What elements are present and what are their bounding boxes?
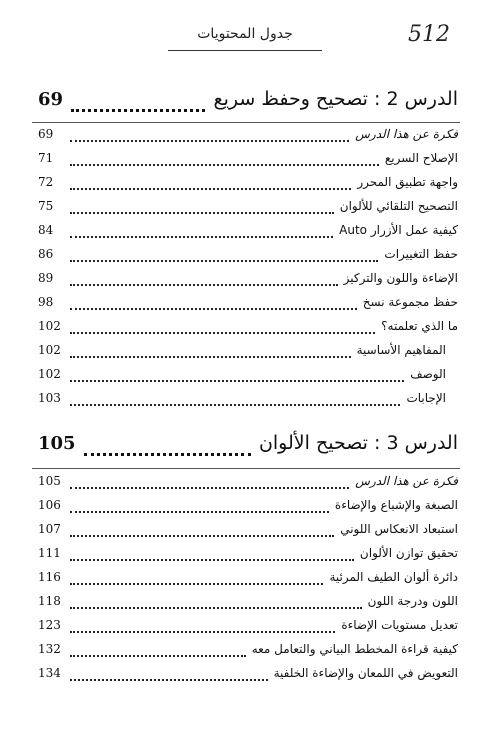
entry-page: 98 <box>38 295 54 309</box>
page-number: 512 <box>408 22 450 47</box>
entry-page: 86 <box>38 247 54 261</box>
entry-label: كيفية عمل الأزرار Auto <box>339 223 458 237</box>
entry-label: فكرة عن هذا الدرس <box>355 474 458 488</box>
leader-dots <box>70 188 351 190</box>
toc-entry[interactable] <box>38 151 458 171</box>
leader-dots <box>70 607 362 609</box>
entry-label: حفظ التغييرات <box>384 247 458 261</box>
entry-page: 118 <box>38 594 61 608</box>
leader-dots <box>70 404 400 406</box>
running-title: جدول المحتويات <box>197 26 293 42</box>
entry-label: فكرة عن هذا الدرس <box>355 127 458 141</box>
leader-dots <box>70 655 246 657</box>
leader-dots <box>70 260 378 262</box>
lesson-page-number: 69 <box>38 89 64 110</box>
leader-dots <box>70 583 323 585</box>
leader-dots <box>71 109 205 112</box>
entry-label: استبعاد الانعكاس اللوني <box>340 522 458 536</box>
toc-entry[interactable] <box>38 594 458 614</box>
leader-dots <box>70 308 357 310</box>
lesson-2-heading[interactable] <box>38 88 458 120</box>
toc-entry[interactable] <box>38 319 458 339</box>
entry-page: 111 <box>38 546 61 560</box>
toc-entry[interactable] <box>38 295 458 315</box>
entry-label: واجهة تطبيق المحرر <box>357 175 458 189</box>
toc-entry[interactable] <box>38 666 458 686</box>
entry-label: تعديل مستويات الإضاءة <box>341 618 458 632</box>
toc-entry[interactable] <box>38 367 458 387</box>
leader-dots <box>70 164 379 166</box>
leader-dots <box>70 559 354 561</box>
leader-dots <box>70 332 375 334</box>
entry-label: الإصلاح السريع <box>384 151 458 165</box>
entry-label: الوصف <box>410 367 446 381</box>
entry-page: 107 <box>38 522 61 536</box>
entry-label: دائرة ألوان الطيف المرئية <box>329 570 458 584</box>
toc-entry[interactable] <box>38 343 458 363</box>
entry-page: 116 <box>38 570 61 584</box>
leader-dots <box>84 453 251 456</box>
entry-page: 69 <box>38 127 54 141</box>
leader-dots <box>70 535 334 537</box>
lesson-page-number: 105 <box>38 433 76 454</box>
entry-label: حفظ مجموعة نسخ <box>362 295 458 309</box>
entry-label: الإضاءة واللون والتركيز <box>343 271 458 285</box>
entry-page: 89 <box>38 271 54 285</box>
toc-entry[interactable] <box>38 223 458 243</box>
leader-dots <box>70 631 335 633</box>
header-rule <box>168 50 322 51</box>
entry-page: 72 <box>38 175 54 189</box>
toc-entry[interactable] <box>38 546 458 566</box>
leader-dots <box>70 284 338 286</box>
toc-entry[interactable] <box>38 247 458 267</box>
toc-entry[interactable] <box>38 127 458 147</box>
lesson-title: الدرس 2 : تصحيح وحفظ سريع <box>213 88 458 110</box>
entry-page: 106 <box>38 498 61 512</box>
leader-dots <box>70 511 329 513</box>
page-header <box>0 22 500 62</box>
leader-dots <box>70 140 349 142</box>
leader-dots <box>70 212 334 214</box>
toc-entry[interactable] <box>38 199 458 219</box>
section-divider <box>32 468 460 469</box>
toc-entry[interactable] <box>38 642 458 662</box>
entry-page: 132 <box>38 642 61 656</box>
toc-entry[interactable] <box>38 522 458 542</box>
leader-dots <box>70 487 349 489</box>
lesson-3-heading[interactable] <box>38 432 458 464</box>
entry-label: تحقيق توازن الألوان <box>359 546 458 560</box>
entry-page: 123 <box>38 618 61 632</box>
leader-dots <box>70 356 351 358</box>
lesson-title: الدرس 3 : تصحيح الألوان <box>258 432 458 454</box>
toc-entry[interactable] <box>38 474 458 494</box>
entry-page: 84 <box>38 223 54 237</box>
entry-label: كيفية قراءة المخطط البياني والتعامل معه <box>251 642 458 656</box>
toc-entry[interactable] <box>38 391 458 411</box>
entry-label: المفاهيم الأساسية <box>356 343 446 357</box>
toc-entry[interactable] <box>38 498 458 518</box>
entry-label: الإجابات <box>406 391 446 405</box>
entry-label: اللون ودرجة اللون <box>367 594 458 608</box>
toc-entry[interactable] <box>38 570 458 590</box>
entry-page: 103 <box>38 391 61 405</box>
leader-dots <box>70 679 268 681</box>
entry-page: 105 <box>38 474 61 488</box>
leader-dots <box>70 236 333 238</box>
entry-page: 102 <box>38 319 61 333</box>
entry-page: 71 <box>38 151 54 165</box>
toc-entry[interactable] <box>38 618 458 638</box>
section-divider <box>32 122 460 123</box>
toc-entry[interactable] <box>38 175 458 195</box>
entry-label: ما الذي تعلمته؟ <box>381 319 458 333</box>
entry-label: التصحيح التلقائي للألوان <box>339 199 458 213</box>
entry-label: التعويض في اللمعان والإضاءة الخلفية <box>273 666 458 680</box>
entry-label: الصبغة والإشباع والإضاءة <box>334 498 458 512</box>
leader-dots <box>70 380 404 382</box>
entry-page: 102 <box>38 367 61 381</box>
entry-page: 75 <box>38 199 54 213</box>
toc-entry[interactable] <box>38 271 458 291</box>
entry-page: 134 <box>38 666 61 680</box>
entry-page: 102 <box>38 343 61 357</box>
